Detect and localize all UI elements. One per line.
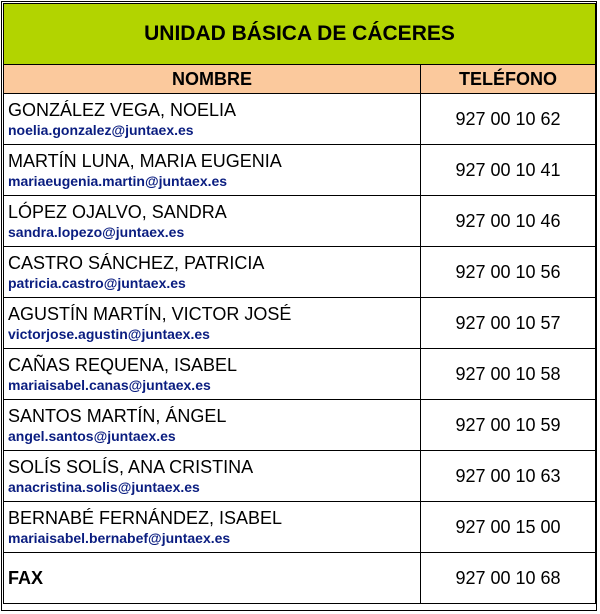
person-phone: 927 00 10 62 [421,94,596,145]
person-name: SOLÍS SOLÍS, ANA CRISTINA [8,457,254,477]
person-phone: 927 00 10 56 [421,247,596,298]
table-row [4,451,596,502]
table-row [4,247,596,298]
table-row [4,94,596,145]
person-name: BERNABÉ FERNÁNDEZ, ISABEL [8,508,283,528]
person-email[interactable]: angel.santos@juntaex.es [8,428,176,444]
person-name: MARTÍN LUNA, MARIA EUGENIA [8,151,282,171]
person-phone: 927 00 10 46 [421,196,596,247]
name-column-header: NOMBRE [4,65,421,94]
fax-row [4,553,596,604]
person-phone: 927 00 10 58 [421,349,596,400]
person-email[interactable]: anacristina.solis@juntaex.es [8,479,200,495]
phone-column-header: TELÉFONO [421,65,596,94]
person-name: SANTOS MARTÍN, ÁNGEL [8,406,227,426]
fax-label: FAX [4,553,421,604]
table-row [4,400,596,451]
table-row [4,502,596,553]
person-name: CASTRO SÁNCHEZ, PATRICIA [8,253,265,273]
person-phone: 927 00 10 41 [421,145,596,196]
table-row [4,298,596,349]
person-email[interactable]: mariaisabel.bernabef@juntaex.es [8,530,231,546]
person-email[interactable]: mariaisabel.canas@juntaex.es [8,377,211,393]
person-name: CAÑAS REQUENA, ISABEL [8,355,238,375]
contact-table [3,3,596,604]
person-email[interactable]: patricia.castro@juntaex.es [8,275,186,291]
person-name: AGUSTÍN MARTÍN, VICTOR JOSÉ [8,304,292,324]
person-phone: 927 00 15 00 [421,502,596,553]
person-phone: 927 00 10 57 [421,298,596,349]
person-phone: 927 00 10 59 [421,400,596,451]
fax-number: 927 00 10 68 [421,553,596,604]
person-name: LÓPEZ OJALVO, SANDRA [8,202,227,222]
person-email[interactable]: victorjose.agustin@juntaex.es [8,326,210,342]
table-row [4,145,596,196]
person-email[interactable]: sandra.lopezo@juntaex.es [8,224,185,240]
table-row [4,196,596,247]
person-email[interactable]: mariaeugenia.martin@juntaex.es [8,173,228,189]
table-row [4,349,596,400]
person-phone: 927 00 10 63 [421,451,596,502]
person-name: GONZÁLEZ VEGA, NOELIA [8,100,237,120]
person-email[interactable]: noelia.gonzalez@juntaex.es [8,122,194,138]
table-title: UNIDAD BÁSICA DE CÁCERES [4,4,596,65]
